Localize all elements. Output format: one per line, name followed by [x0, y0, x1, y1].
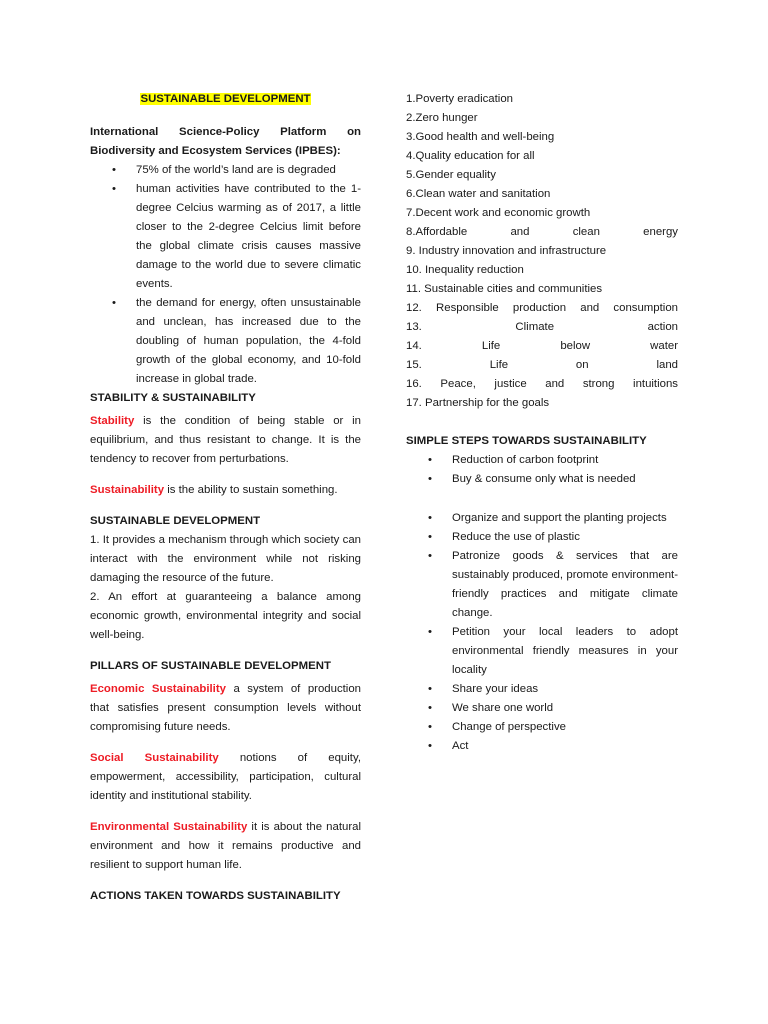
social-term: Social Sustainability: [90, 752, 219, 764]
ipbes-bullet-list: [90, 161, 361, 389]
ipbes-heading: International Science-Policy Platform on Biodiversity and Ecosystem Services (IPBES):: [90, 126, 361, 157]
left-column: [90, 90, 361, 906]
stability-term: Stability: [90, 415, 135, 427]
list-item-text: Organize and support the planting projects: [452, 512, 667, 524]
goal-item: 4.Quality education for all: [406, 150, 535, 162]
sd-point-1: 1. It provides a mechanism through which society can interact with the environment while not risking damaging the resource of the future.: [90, 534, 361, 584]
list-item: [406, 509, 678, 528]
list-item: [406, 737, 678, 756]
list-item-text: Buy & consume only what is needed: [452, 473, 636, 485]
list-item: [90, 180, 361, 294]
list-item: [406, 718, 678, 737]
goal-item: 16. Peace, justice and strong intuitions: [406, 378, 678, 390]
spacer: [406, 413, 678, 432]
goal-item: 10. Inequality reduction: [406, 264, 524, 276]
list-item-text: We share one world: [452, 702, 554, 714]
list-item-text: human activities have contributed to the 1-degree Celcius warming as of 2017, a little closer to the 2-degree Celcius limit before the global climate crisis causes massive damage to the world due to severe climatic events.: [136, 183, 361, 290]
list-item-text: Reduction of carbon footprint: [452, 454, 599, 466]
bullet-icon: •: [428, 702, 432, 714]
bullet-icon: •: [112, 297, 116, 309]
steps-heading: SIMPLE STEPS TOWARDS SUSTAINABILITY: [406, 435, 647, 447]
list-item-text: 75% of the world’s land are is degraded: [136, 164, 336, 176]
goal-item: 17. Partnership for the goals: [406, 397, 550, 409]
bullet-icon: •: [428, 454, 432, 466]
list-item-text: Change of perspective: [452, 721, 566, 733]
goal-item: 3.Good health and well-being: [406, 131, 555, 143]
goal-item: 11. Sustainable cities and communities: [406, 283, 603, 295]
economic-paragraph: [90, 680, 361, 737]
social-definition: notions of equity, empowerment, accessibility, participation, cultural identity and institutional stability.: [90, 752, 361, 802]
goal-item: 12. Responsible production and consumption: [406, 302, 678, 314]
list-item: [406, 528, 678, 547]
sd-point-2: 2. An effort at guaranteeing a balance among economic growth, environmental integrity and social well-being.: [90, 591, 361, 641]
list-item: [406, 451, 678, 470]
list-item: [90, 294, 361, 389]
sd-heading: SUSTAINABLE DEVELOPMENT: [90, 515, 261, 527]
environmental-paragraph: [90, 818, 361, 875]
page-title: SUSTAINABLE DEVELOPMENT: [140, 93, 311, 105]
sustainability-paragraph: [90, 481, 361, 500]
bullet-icon: •: [428, 512, 432, 524]
goal-item: 8.Affordable and clean energy: [406, 226, 678, 238]
list-item-text: Petition your local leaders to adopt environmental friendly measures in your locality: [452, 626, 678, 676]
list-gap: [406, 489, 678, 509]
environmental-definition: it is about the natural environment and how it remains productive and resilient to support human life.: [90, 821, 361, 871]
sustainability-term: Sustainability: [90, 484, 165, 496]
actions-heading: ACTIONS TAKEN TOWARDS SUSTAINABILITY: [90, 890, 341, 902]
bullet-icon: •: [112, 183, 116, 195]
bullet-icon: •: [112, 164, 116, 176]
bullet-icon: •: [428, 550, 432, 562]
steps-list: [406, 451, 678, 756]
goal-item: 5.Gender equality: [406, 169, 496, 181]
bullet-icon: •: [428, 473, 432, 485]
list-item: [90, 161, 361, 180]
stability-heading: STABILITY & SUSTAINABILITY: [90, 392, 256, 404]
bullet-icon: •: [428, 721, 432, 733]
list-item: [406, 680, 678, 699]
list-item-text: Share your ideas: [452, 683, 539, 695]
list-item: [406, 470, 678, 489]
goal-item: 6.Clean water and sanitation: [406, 188, 551, 200]
goal-item: 7.Decent work and economic growth: [406, 207, 591, 219]
list-item: [406, 699, 678, 718]
bullet-icon: •: [428, 626, 432, 638]
list-item-text: the demand for energy, often unsustainable and unclean, has increased due to the doubling of human population, the 4-fold growth of the global economy, and 10-fold increase in global trade.: [136, 297, 361, 385]
goal-item: 2.Zero hunger: [406, 112, 478, 124]
right-column: [406, 90, 678, 756]
bullet-icon: •: [428, 531, 432, 543]
goal-item: 9. Industry innovation and infrastructure: [406, 245, 607, 257]
goal-item: 14. Life below water: [406, 340, 678, 352]
stability-definition: is the condition of being stable or in equilibrium, and thus resistant to change. It is the tendency to recover from perturbations.: [90, 415, 361, 465]
goals-list: [406, 90, 678, 413]
pillars-heading: PILLARS OF SUSTAINABLE DEVELOPMENT: [90, 660, 331, 672]
economic-term: Economic Sustainability: [90, 683, 226, 695]
environmental-term: Environmental Sustainability: [90, 821, 248, 833]
goal-item: 1.Poverty eradication: [406, 93, 514, 105]
social-paragraph: [90, 749, 361, 806]
list-item: [406, 623, 678, 680]
list-item-text: Patronize goods & services that are sustainably produced, promote environment-friendly practices and mitigate climate change.: [452, 550, 678, 619]
goal-item: 13. Climate action: [406, 321, 678, 333]
list-item: [406, 547, 678, 623]
bullet-icon: •: [428, 683, 432, 695]
list-item-text: Reduce the use of plastic: [452, 531, 580, 543]
goal-item: 15. Life on land: [406, 359, 678, 371]
title-wrap: [90, 90, 361, 109]
bullet-icon: •: [428, 740, 432, 752]
sustainability-definition: is the ability to sustain something.: [164, 484, 338, 496]
list-item-text: Act: [452, 740, 469, 752]
economic-definition: a system of production that satisfies present consumption levels without compromising future needs.: [90, 683, 362, 733]
stability-paragraph: [90, 412, 361, 469]
